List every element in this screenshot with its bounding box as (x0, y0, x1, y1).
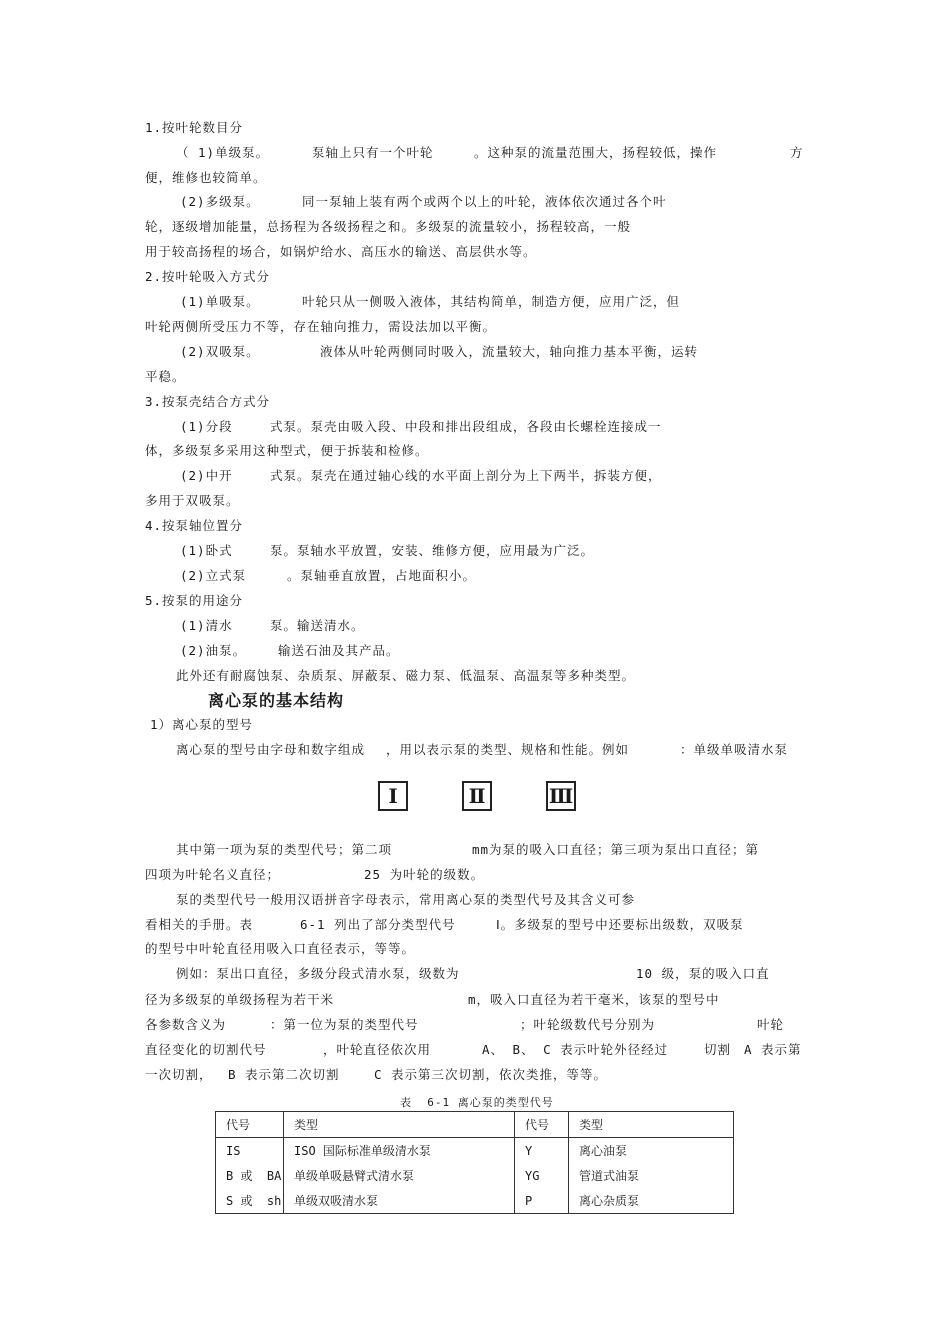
text-line: 方 (790, 145, 804, 160)
text-line: 。这种泵的流量范围大，扬程较低，操作 (474, 145, 718, 160)
text-line: 叶轮 (757, 1017, 785, 1032)
text-line: B 表示第二次切割 (228, 1067, 340, 1082)
text-line: 便，维修也较简单。 (145, 170, 267, 185)
table-row (216, 1188, 734, 1214)
section-heading: 离心泵的基本结构 (208, 691, 345, 710)
text-line: (1)单吸泵。 (180, 294, 260, 309)
text-line: (2)多级泵。 (180, 194, 260, 209)
text-line: ；叶轮级数代号分别为 (520, 1017, 656, 1032)
text-line: 式泵。泵壳由吸入段、中段和排出段组成，各段由长螺栓连接成一 (270, 419, 662, 434)
text-line: 25 为叶轮的级数。 (364, 867, 485, 882)
text-line: 输送石油及其产品。 (278, 643, 400, 658)
text-line: （ 1)单级泵。 (176, 145, 270, 160)
text-line: 径为多级泵的单级扬程为若干米 (145, 992, 335, 1007)
text-line: (1)卧式 (180, 543, 233, 558)
table-cell: IS (216, 1138, 284, 1164)
text-line: 式泵。泵壳在通过轴心线的水平面上剖分为上下两半，拆装方便， (270, 468, 662, 483)
text-line: mm为泵的吸入口直径；第三项为泵出口直径；第 (472, 842, 760, 857)
text-line: 1）离心泵的型号 (150, 717, 254, 732)
table-caption: 表 6-1 离心泵的类型代号 (400, 1096, 554, 1109)
text-line: ，用以表示泵的类型、规格和性能。例如 (386, 742, 630, 757)
table-row (216, 1163, 734, 1188)
text-line: Ⅰ。多级泵的型号中还要标出级数，双吸泵 (496, 917, 744, 932)
text-line: 离心泵的型号由字母和数字组成 (176, 742, 366, 757)
text-line: 直径变化的切割代号 (145, 1042, 267, 1057)
text-line: 3.按泵壳结合方式分 (145, 394, 271, 409)
text-line: 例如：泵出口直径，多级分段式清水泵，级数为 (176, 966, 460, 981)
text-line: 泵。泵轴水平放置，安装、维修方便，应用最为广泛。 (270, 543, 595, 558)
text-line: 用于较高扬程的场合，如锅炉给水、高压水的输送、高层供水等。 (145, 244, 537, 259)
text-line: 轮，逐级增加能量，总扬程为各级扬程之和。多级泵的流量较小，扬程较高，一般 (145, 219, 632, 234)
text-line: ，叶轮直径依次用 (323, 1042, 432, 1057)
table-header-cell: 代号 (216, 1112, 284, 1138)
table-cell: 单级单吸悬臂式清水泵 (284, 1163, 515, 1188)
table-cell: S 或 sh (216, 1188, 284, 1214)
text-line: 看相关的手册。表 (145, 917, 254, 932)
text-line: A、 B、 C 表示叶轮外径经过 (482, 1042, 669, 1057)
text-line: 各参数含义为 (145, 1017, 227, 1032)
table-header-cell: 类型 (284, 1112, 515, 1138)
text-line: 平稳。 (145, 369, 186, 384)
table-header-cell: 类型 (569, 1112, 734, 1138)
pump-type-table (215, 1111, 734, 1214)
text-line: 其中第一项为泵的类型代号；第二项 (176, 842, 393, 857)
text-line: C 表示第三次切割，依次类推，等等。 (374, 1067, 608, 1082)
text-line: 四项为叶轮名义直径； (145, 867, 281, 882)
text-line: (2)立式泵 (180, 568, 247, 583)
text-line: 此外还有耐腐蚀泵、杂质泵、屏蔽泵、磁力泵、低温泵、高温泵等多种类型。 (176, 668, 636, 683)
text-line: 泵轴上只有一个叶轮 (312, 145, 434, 160)
text-line: 5.按泵的用途分 (145, 593, 244, 608)
table-cell: B 或 BA (216, 1163, 284, 1188)
text-line: 泵的类型代号一般用汉语拼音字母表示，常用离心泵的类型代号及其含义可参 (176, 892, 636, 907)
table-cell: 离心油泵 (569, 1138, 734, 1164)
table-cell: 管道式油泵 (569, 1163, 734, 1188)
table-cell: Y (515, 1138, 569, 1164)
text-line: ：第一位为泵的类型代号 (270, 1017, 419, 1032)
text-line: 叶轮两侧所受压力不等，存在轴向推力，需设法加以平衡。 (145, 319, 497, 334)
text-line: ：单级单吸清水泵 (680, 742, 789, 757)
text-line: 叶轮只从一侧吸入液体，其结构简单，制造方便，应用广泛，但 (302, 294, 681, 309)
text-line: (2)双吸泵。 (180, 344, 260, 359)
text-line: m，吸入口直径为若干毫米，该泵的型号中 (468, 992, 720, 1007)
text-line: 4.按泵轴位置分 (145, 518, 244, 533)
text-line: 切割 (704, 1042, 732, 1057)
table-cell: 单级双吸清水泵 (284, 1188, 515, 1214)
text-line: (2)油泵。 (180, 643, 247, 658)
roman-numeral-box: Ⅰ (378, 781, 408, 811)
text-line: 6-1 列出了部分类型代号 (300, 917, 456, 932)
roman-numeral-box: Ⅲ (546, 781, 576, 811)
table-cell: P (515, 1188, 569, 1214)
text-line: A 表示第 (744, 1042, 802, 1057)
text-line: 一次切割， (145, 1067, 213, 1082)
text-line: (1)分段 (180, 419, 233, 434)
text-line: 1.按叶轮数目分 (145, 120, 244, 135)
text-line: 2.按叶轮吸入方式分 (145, 269, 271, 284)
text-line: 体，多级泵多采用这种型式，便于拆装和检修。 (145, 443, 429, 458)
text-line: 的型号中叶轮直径用吸入口直径表示，等等。 (145, 941, 416, 956)
table-cell: YG (515, 1163, 569, 1188)
text-line: (1)清水 (180, 618, 233, 633)
text-line: (2)中开 (180, 468, 233, 483)
text-line: 10 级，泵的吸入口直 (636, 966, 770, 981)
table-cell: 离心杂质泵 (569, 1188, 734, 1214)
table-header-row (216, 1112, 734, 1138)
roman-numeral-box: Ⅱ (462, 781, 492, 811)
table-header-cell: 代号 (515, 1112, 569, 1138)
table-row (216, 1138, 734, 1164)
text-line: 同一泵轴上装有两个或两个以上的叶轮，液体依次通过各个叶 (302, 194, 667, 209)
text-line: 泵。输送清水。 (270, 618, 365, 633)
text-line: 液体从叶轮两侧同时吸入，流量较大，轴向推力基本平衡，运转 (320, 344, 699, 359)
text-line: 。泵轴垂直放置，占地面积小。 (287, 568, 477, 583)
table-cell: ISO 国际标准单级清水泵 (284, 1138, 515, 1164)
text-line: 多用于双吸泵。 (145, 493, 240, 508)
